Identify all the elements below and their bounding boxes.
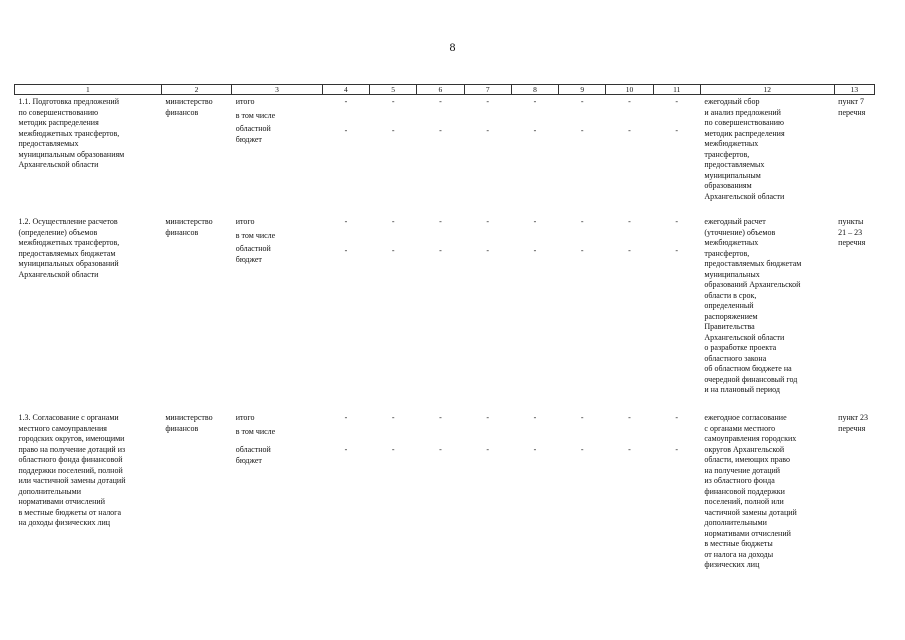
funding-including-label: в том числе (235, 230, 276, 240)
column-number: 7 (464, 85, 511, 95)
column-number: 11 (653, 85, 700, 95)
column-number: 8 (511, 85, 558, 95)
column-number: 1 (15, 85, 162, 95)
funding-total-label: итого (235, 97, 255, 106)
amount-cell: - - (675, 413, 679, 454)
column-number: 13 (834, 85, 874, 95)
column-number: 2 (161, 85, 231, 95)
funding-total-label: итого (235, 217, 255, 226)
funding-total-label: итого (235, 413, 255, 422)
amount-cell: - - (675, 217, 679, 255)
executor: министерство финансов (165, 413, 213, 433)
column-number: 5 (370, 85, 417, 95)
column-number: 12 (700, 85, 834, 95)
task-name: 1.3. Согласование с органами местного самоуправления городских округов, имеющими право на получение дотаций из областного фонда финансовой поддержки поселений, полной или частичной замены дотаций дополнительными нормативами отчислений в местные бюджеты от налога на доходы физических лиц (18, 413, 126, 527)
column-number: 3 (232, 85, 323, 95)
funding-regional-label: областной бюджет (235, 244, 271, 264)
amount-cell: - - (344, 217, 348, 255)
page-number: 8 (449, 40, 456, 54)
amount-cell: - - (439, 97, 442, 135)
amount-cell: - - (628, 217, 631, 255)
amount-cell: - - (486, 97, 490, 135)
amount-cell: - - (486, 217, 490, 255)
amount-cell: - - (344, 413, 348, 454)
column-number-row (15, 85, 875, 95)
column-number: 9 (559, 85, 606, 95)
funding-source (232, 215, 323, 411)
amount-cell: - - (344, 97, 348, 135)
program-table-sheet (14, 84, 875, 591)
amount-cell: - - (439, 217, 442, 255)
amount-cell: - - (391, 413, 395, 454)
column-number: 4 (322, 85, 369, 95)
amount-cell: - - (580, 217, 584, 255)
table-row (15, 411, 875, 591)
task-name: 1.2. Осуществление расчетов (определение) объемов межбюджетных трансфертов, предоставляемых бюджетам муниципальных образований Архангельской области (18, 217, 120, 279)
amount-cell: - - (391, 97, 395, 135)
amount-cell: - - (533, 217, 537, 255)
amount-cell: - - (533, 413, 537, 454)
task-name: 1.1. Подготовка предложений по совершенствованию методик распределения межбюджетных трансфертов, предоставляемых муниципальным образованиям Архангельской области (18, 97, 125, 169)
expected-result: ежегодное согласование с органами местного самоуправления городских округов Архангельской области, имеющих право на получение дотаций из областного фонда финансовой поддержки поселений, полной или частичной замены дотаций дополнительными нормативами отчислений в местные бюджеты от налога на доходы физических лиц (704, 413, 797, 569)
funding-including-label: в том числе (235, 426, 276, 436)
list-reference: пункты 21 – 23 перечня (838, 217, 866, 247)
list-reference: пункт 7 перечня (838, 97, 866, 117)
funding-regional-label: областной бюджет (235, 124, 271, 144)
expected-result: ежегодный сбор и анализ предложений по совершенствованию методик распределения межбюджетных трансфертов, предоставляемых муниципальным образованиям Архангельской области (704, 97, 785, 201)
table-row (15, 215, 875, 411)
program-table (14, 84, 875, 591)
amount-cell: - - (439, 413, 442, 454)
amount-cell: - - (391, 217, 395, 255)
amount-cell: - - (486, 413, 490, 454)
column-number: 6 (417, 85, 464, 95)
column-number: 10 (606, 85, 653, 95)
list-reference: пункт 23 перечня (838, 413, 868, 433)
funding-including-label: в том числе (235, 110, 276, 120)
table-row (15, 95, 875, 216)
executor: министерство финансов (165, 97, 213, 117)
expected-result: ежегодный расчет (уточнение) объемов межбюджетных трансфертов, предоставляемых бюджетам муниципальных образований Архангельской области в срок, определенный распоряжением Правительства Архангельской области о разработке проекта областного закона об областном бюджете на очередной финансовый год и на плановый период (704, 217, 802, 394)
amount-cell: - - (628, 413, 631, 454)
amount-cell: - - (533, 97, 537, 135)
funding-regional-label: областной бюджет (235, 445, 271, 465)
amount-cell: - - (675, 97, 679, 135)
funding-source (232, 411, 323, 591)
amount-cell: - - (628, 97, 631, 135)
amount-cell: - - (580, 413, 584, 454)
amount-cell: - - (580, 97, 584, 135)
funding-source (232, 95, 323, 216)
executor: министерство финансов (165, 217, 213, 237)
